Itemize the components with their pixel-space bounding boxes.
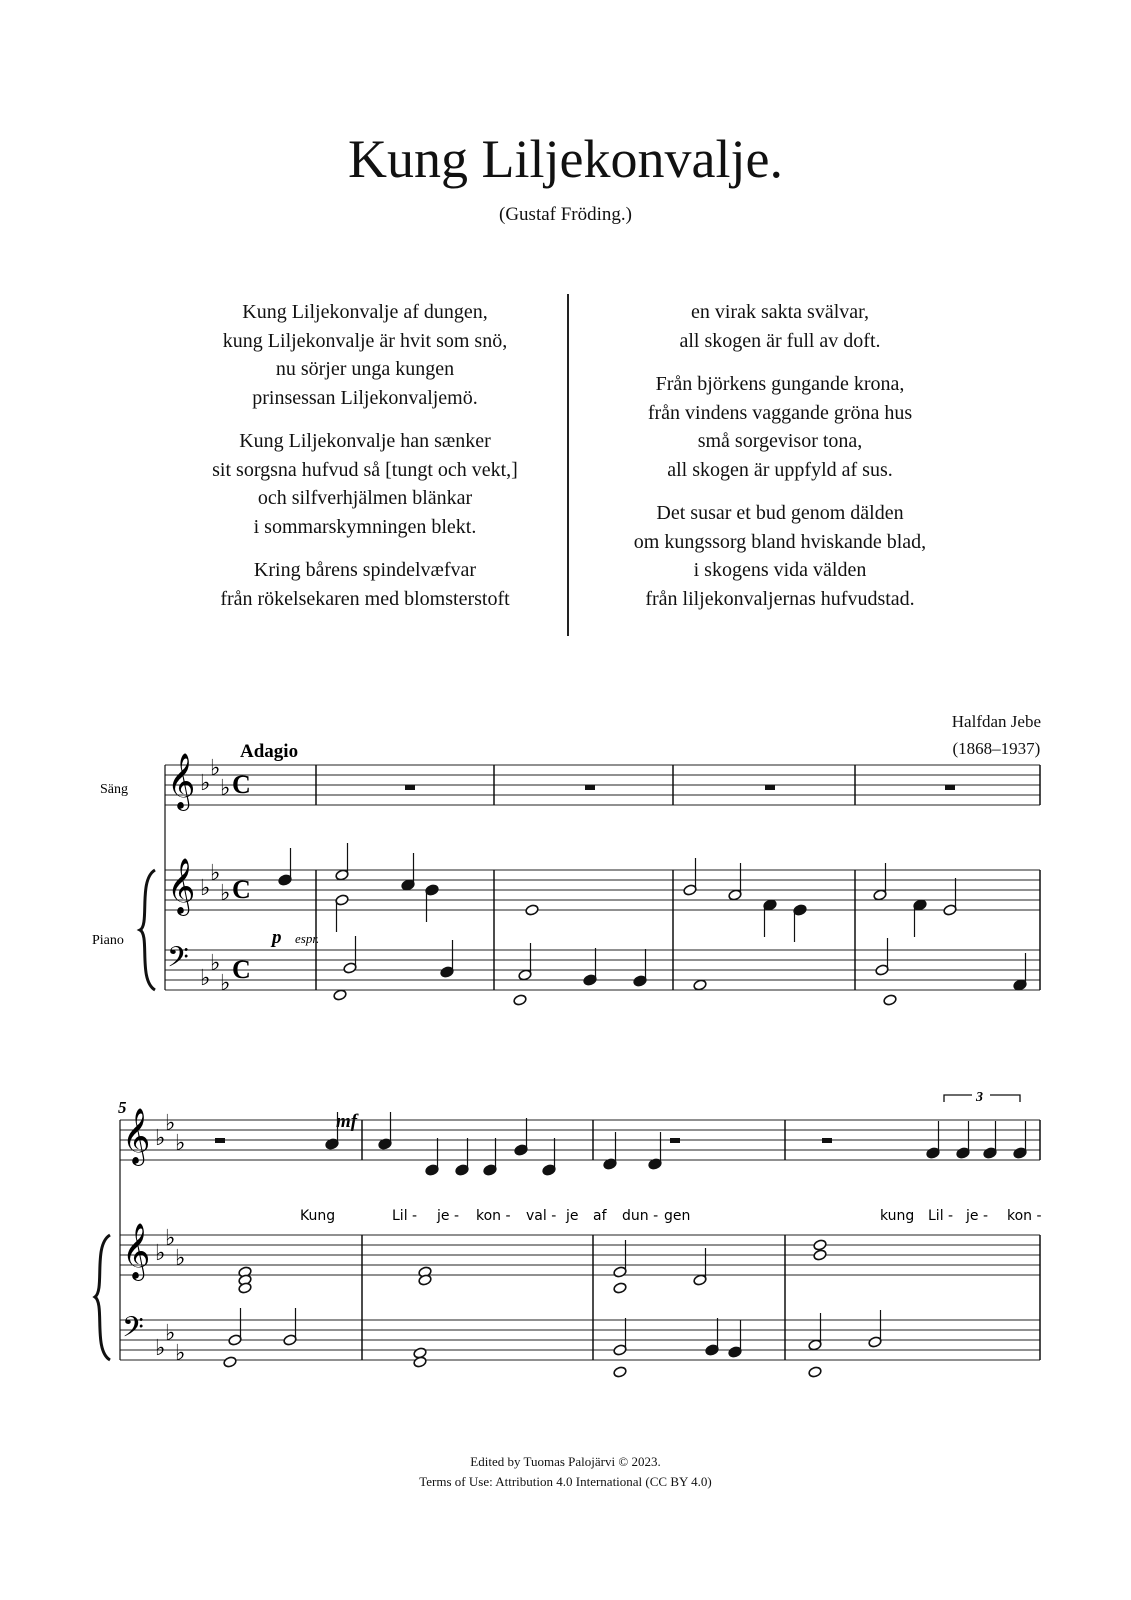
poem-line: små sorgevisor tona,: [697, 430, 863, 452]
tempo-marking: Adagio: [240, 741, 299, 762]
note-head: [613, 1282, 627, 1294]
time-signature: C: [232, 955, 251, 984]
dynamic-mf: mf: [336, 1111, 358, 1132]
note-head: [333, 989, 347, 1001]
time-signature: C: [232, 770, 251, 799]
flat-icon: ♭: [220, 775, 231, 800]
treble-clef-icon: 𝄞: [122, 1223, 151, 1279]
poem-line: Från björkens gungande krona,: [655, 373, 905, 395]
flat-icon: ♭: [175, 1340, 186, 1365]
lyrics-line: [300, 1208, 1042, 1224]
lyric-syllable: Lil -: [928, 1208, 954, 1224]
flat-icon: ♭: [165, 1225, 176, 1250]
note-head: [525, 904, 539, 916]
note-head: [808, 1366, 822, 1378]
flat-icon: ♭: [165, 1320, 176, 1345]
song-title: Kung Liljekonvalje.: [348, 129, 783, 189]
flat-icon: ♭: [200, 965, 211, 990]
poem-line: sit sorgsna hufvud så [tungt och vekt,]: [212, 458, 518, 481]
time-signature: C: [232, 875, 251, 904]
flat-icon: ♭: [200, 875, 211, 900]
treble-clef-icon: 𝄞: [167, 753, 196, 809]
rest: [215, 1138, 225, 1143]
flat-icon: ♭: [165, 1110, 176, 1135]
lyric-syllable: je: [566, 1208, 579, 1224]
poet-credit: (Gustaf Fröding.): [499, 204, 632, 225]
piano-label: Piano: [92, 933, 124, 948]
rest: [670, 1138, 680, 1143]
lyric-syllable: je -: [437, 1208, 460, 1224]
voice-label: Säng: [100, 782, 128, 797]
poem-line: Kung Liljekonvalje af dungen,: [242, 301, 488, 323]
lyric-syllable: kon -: [1007, 1208, 1042, 1224]
piano-bass-staff: [120, 1320, 1040, 1360]
brace: [140, 870, 155, 990]
note-head: [223, 1356, 237, 1368]
flat-icon: ♭: [175, 1130, 186, 1155]
poem-line: all skogen är full av doft.: [679, 329, 881, 352]
flat-icon: ♭: [210, 755, 221, 780]
poem-line: all skogen är uppfyld af sus.: [667, 458, 893, 481]
rest: [585, 785, 595, 790]
composer-dates: (1868–1937): [952, 739, 1041, 758]
note-head: [883, 994, 897, 1006]
poem-line: nu sörjer unga kungen: [275, 358, 455, 380]
treble-clef-icon: 𝄞: [167, 858, 196, 914]
dynamic-p: p: [272, 927, 282, 948]
flat-icon: ♭: [210, 860, 221, 885]
flat-icon: ♭: [155, 1125, 166, 1150]
bass-clef-icon: 𝄢: [167, 941, 189, 981]
lyric-syllable: af: [593, 1208, 607, 1224]
flat-icon: ♭: [210, 950, 221, 975]
svg-text:3: 3: [976, 1090, 983, 1105]
treble-clef-icon: 𝄞: [122, 1108, 151, 1164]
note-head: [693, 979, 707, 991]
lyric-syllable: dun -: [622, 1208, 659, 1224]
expression-espr: espr.: [295, 931, 320, 946]
poem-line: Kung Liljekonvalje han sænker: [239, 430, 491, 452]
poem-line: Det susar et bud genom dälden: [656, 502, 904, 524]
note-head: [813, 1249, 827, 1261]
footer-editor: Edited by Tuomas Palojärvi © 2023.: [470, 1454, 661, 1469]
poem-line: i skogens vida välden: [693, 559, 867, 581]
poem-line: och silfverhjälmen blänkar: [257, 487, 473, 509]
piano-bass-staff: [165, 950, 1040, 990]
voice-staff: [120, 1120, 1040, 1160]
composer-name: Halfdan Jebe: [951, 712, 1041, 731]
flat-icon: ♭: [155, 1335, 166, 1360]
lyric-syllable: je -: [966, 1208, 989, 1224]
flat-icon: ♭: [155, 1240, 166, 1265]
poem-line: Kring bårens spindelvæfvar: [253, 559, 477, 581]
rest: [822, 1138, 832, 1143]
lyric-syllable: kung: [880, 1208, 915, 1224]
voice-staff: [165, 765, 1040, 805]
piano-treble-staff: [120, 1235, 1040, 1275]
footer-license: Terms of Use: Attribution 4.0 International (CC BY 4.0): [419, 1474, 712, 1489]
lyric-syllable: Lil -: [392, 1208, 418, 1224]
rest: [765, 785, 775, 790]
poem-line: en virak sakta svälvar,: [690, 301, 870, 323]
poem-line: om kungssorg bland hviskande blad,: [633, 530, 927, 553]
lyric-syllable: kon -: [476, 1208, 511, 1224]
note-head: [613, 1366, 627, 1378]
flat-icon: ♭: [220, 970, 231, 995]
note-head: [413, 1356, 427, 1368]
lyric-syllable: Kung: [300, 1208, 336, 1224]
rest: [405, 785, 415, 790]
poem-line: kung Liljekonvalje är hvit som snö,: [222, 329, 508, 352]
tuplet-bracket: [944, 1090, 1020, 1105]
poem-line: prinsessan Liljekonvaljemö.: [252, 386, 478, 409]
piano-treble-staff: [165, 870, 1040, 910]
flat-icon: ♭: [200, 770, 211, 795]
poem-line: från vindens vaggande gröna hus: [647, 401, 913, 424]
bass-clef-icon: 𝄢: [122, 1311, 144, 1351]
note-head: [513, 994, 527, 1006]
poem-line: från liljekonvaljernas hufvudstad.: [645, 587, 915, 610]
measure-number: 5: [118, 1098, 127, 1117]
lyric-syllable: val -: [526, 1208, 557, 1224]
poem-line: i sommarskymningen blekt.: [253, 515, 477, 538]
footer: [0, 1452, 1131, 1492]
rest: [945, 785, 955, 790]
lyric-syllable: gen: [664, 1208, 691, 1224]
brace: [95, 1235, 110, 1360]
flat-icon: ♭: [175, 1245, 186, 1270]
poem-line: från rökelsekaren med blomsterstoft: [220, 587, 510, 610]
note-head: [813, 1239, 827, 1251]
flat-icon: ♭: [220, 880, 231, 905]
